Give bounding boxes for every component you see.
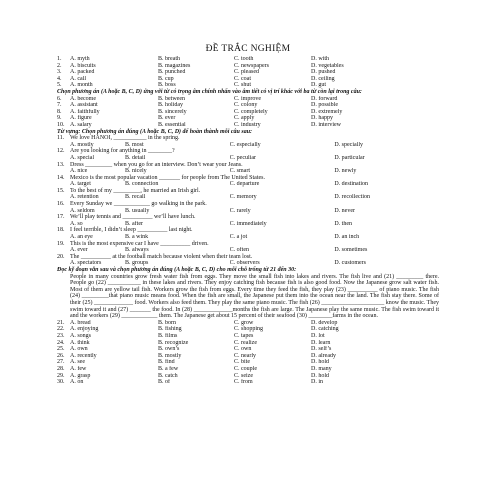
question-row: [57, 366, 439, 373]
option-b: B. ever: [158, 115, 176, 122]
question-text: Every Sunday we ____________ go walking in the park.: [70, 201, 207, 208]
question-text: To the best of my _________, he married an Irish girl.: [70, 187, 201, 194]
question-text: The __________ at the football match because violent when their team lost.: [70, 253, 253, 260]
option-c: C. bite: [234, 359, 250, 366]
question-row: [57, 353, 439, 360]
option-d: D. with: [311, 56, 329, 62]
question-number: 14.: [57, 174, 65, 181]
option-a: A. grasp: [70, 372, 91, 379]
question-number: 26.: [57, 352, 65, 359]
question-stem: [57, 135, 439, 142]
option-b: B. cup: [158, 75, 174, 82]
option-d: D. hold: [311, 372, 329, 379]
option-c: C. newspapers: [234, 62, 269, 69]
vocab-section: [57, 135, 439, 267]
question-row: [57, 379, 439, 386]
question-row: [57, 109, 439, 116]
option-c: C. memory: [229, 194, 257, 201]
question-number: 27.: [57, 359, 65, 366]
question-row: [57, 326, 439, 333]
question-stem: [57, 254, 439, 261]
question-row: [57, 63, 439, 70]
option-c: C. grow: [234, 319, 254, 326]
option-b: B. fishing: [158, 326, 182, 333]
option-d: D. never: [334, 207, 356, 214]
question-row: [57, 115, 439, 122]
option-a: A. special: [70, 154, 94, 161]
question-row: [57, 102, 439, 109]
question-number: 28.: [57, 365, 65, 372]
option-c: C. apply: [234, 115, 255, 122]
option-b: B. mostly: [158, 352, 182, 359]
option-c: C. a jot: [229, 234, 248, 241]
option-a: A. think: [70, 339, 90, 346]
question-row: [57, 56, 439, 63]
option-c: C. completely: [234, 108, 268, 115]
option-a: A. retention: [70, 194, 99, 201]
options-row: [57, 260, 439, 267]
question-text: I feel terrible, I didn’t sleep __________ last night.: [70, 227, 193, 234]
question-stem: [57, 175, 439, 182]
option-d: D. destination: [334, 181, 369, 188]
option-b: B. films: [158, 332, 178, 339]
question-number: 6.: [57, 95, 62, 102]
option-c: C. observers: [229, 260, 260, 267]
option-d: D. recollection: [334, 194, 370, 201]
question-stem: [57, 148, 439, 155]
option-a: A. figure: [70, 115, 92, 122]
options-row: [57, 168, 439, 175]
option-d: D. gut: [311, 82, 326, 89]
option-b: B. nicely: [125, 168, 147, 175]
question-row: [57, 320, 439, 327]
option-d: D. an inch: [334, 234, 360, 241]
option-c: C. coat: [234, 75, 251, 82]
option-b: B. detail: [125, 154, 146, 161]
option-d: D. hold: [311, 359, 329, 366]
stress-section: [57, 96, 439, 129]
option-c: C. peculiar: [229, 154, 256, 161]
option-d: D. sometimes: [334, 247, 368, 254]
option-b: B. always: [125, 247, 149, 254]
option-a: A. spectators: [70, 260, 102, 267]
option-d: D. ceiling: [311, 75, 335, 82]
phonetics-section: [57, 56, 439, 89]
option-a: A. assistant: [70, 102, 98, 109]
option-d: D. develop: [311, 319, 338, 326]
question-number: 23.: [57, 332, 65, 339]
option-b: B. holiday: [158, 102, 183, 109]
question-number: 12.: [57, 148, 65, 155]
options-row: [57, 208, 439, 215]
question-text: Mexico is the most popular vacation _______ for people from The United States.: [70, 174, 266, 181]
question-row: [57, 373, 439, 380]
question-number: 4.: [57, 75, 62, 82]
question-stem: [57, 201, 439, 208]
option-c: C. colony: [234, 102, 258, 109]
question-stem: [57, 188, 439, 195]
option-c: C. realize: [234, 339, 257, 346]
option-c: C. seize: [234, 372, 253, 379]
question-text: Dress _________ when you go for an interview. Don’t wear your Jeans.: [70, 161, 243, 168]
option-a: A. mostly: [70, 141, 94, 148]
option-a: A. ever: [70, 247, 88, 254]
option-c: C. shut: [234, 82, 252, 89]
option-a: A. enjoying: [70, 326, 99, 333]
option-d: D. forward: [311, 95, 338, 102]
option-c: C. often: [229, 247, 250, 254]
option-d: D. catching: [311, 326, 339, 333]
reading-section: [57, 320, 439, 386]
options-row: [57, 234, 439, 241]
option-d: D. happy: [311, 115, 333, 122]
question-number: 30.: [57, 379, 65, 386]
question-stem: [57, 227, 439, 234]
option-a: A. recently: [70, 352, 97, 359]
question-number: 3.: [57, 69, 62, 76]
option-c: C. pleased: [234, 69, 259, 76]
option-b: B. recall: [125, 194, 146, 201]
option-b: B. after: [125, 220, 143, 227]
option-c: C. immediately: [229, 220, 267, 227]
question-text: Are you looking for anything in ________?: [70, 148, 175, 155]
question-row: [57, 340, 439, 347]
option-b: B. catch: [158, 372, 178, 379]
option-a: A. salary: [70, 121, 92, 128]
option-b: B. born: [158, 319, 176, 326]
question-stem: [57, 214, 439, 221]
option-a: A. become: [70, 95, 96, 102]
option-d: D. already: [311, 352, 336, 359]
option-b: B. a wink: [125, 234, 149, 241]
option-a: A. songs: [70, 332, 92, 339]
option-c: C. rarely: [229, 207, 251, 214]
question-text: This is the most expensive car I have __________ driven.: [70, 240, 209, 247]
option-a: A. packed: [70, 69, 95, 76]
question-number: 24.: [57, 339, 65, 346]
option-a: A. so: [70, 220, 83, 227]
option-d: D. customers: [334, 260, 367, 267]
option-a: A. call: [70, 75, 86, 82]
option-d: D. in: [311, 379, 323, 386]
worksheet: [57, 44, 439, 386]
option-d: D. newly: [334, 168, 357, 175]
question-row: [57, 346, 439, 353]
question-row: [57, 333, 439, 340]
question-row: [57, 359, 439, 366]
question-number: 17.: [57, 214, 65, 221]
vocab-instruction: Từ vựng: Chọn phương án đúng (A hoặc B, C, D) để hoàn thành mỗi câu sau:: [57, 128, 253, 135]
page-title: ĐỀ TRẮC NGHIỆM: [205, 44, 291, 54]
option-d: D. extremely: [311, 108, 343, 115]
question-number: 1.: [57, 56, 62, 62]
options-row: [57, 194, 439, 201]
option-c: C. industry: [234, 121, 261, 128]
option-d: D. self’s: [311, 346, 332, 353]
question-row: [57, 69, 439, 76]
option-d: D. possible: [311, 102, 338, 109]
option-a: A. see: [70, 359, 85, 366]
option-c: C. couple: [234, 365, 257, 372]
question-number: 8.: [57, 108, 62, 115]
question-number: 20.: [57, 253, 65, 260]
option-c: C. departure: [229, 181, 260, 188]
option-b: B. find: [158, 359, 175, 366]
option-c: C. tapes: [234, 332, 254, 339]
option-a: A. faithfully: [70, 108, 100, 115]
option-b: B. connection: [125, 181, 159, 188]
option-d: D. particular: [334, 154, 365, 161]
question-text: We’ll play tennis and __________ we’ll have lunch.: [70, 214, 196, 221]
question-text: We love HANOI, ___________ in the spring.: [70, 135, 180, 142]
option-c: C. own: [234, 346, 252, 353]
option-a: A. month: [70, 82, 93, 89]
option-c: C. especially: [229, 141, 261, 148]
option-d: D. then: [334, 220, 353, 227]
option-b: B. between: [158, 95, 185, 102]
option-c: C. shopping: [234, 326, 264, 333]
reading-instruction: Đọc kỹ đoạn văn sau và chọn phương án đúng (A hoặc B, C, D) cho mỗi chỗ trống từ 21 đến 30:: [57, 267, 297, 273]
option-c: C. tooth: [234, 56, 254, 62]
option-a: A. target: [70, 181, 91, 188]
question-number: 29.: [57, 372, 65, 379]
question-row: [57, 76, 439, 83]
option-d: D. vegetables: [311, 62, 344, 69]
option-b: B. a few: [158, 365, 179, 372]
option-a: A. few: [70, 365, 87, 372]
question-number: 7.: [57, 102, 62, 109]
reading-passage: People in many countries grow fresh water fish from eggs. They move the small fish into lakes and rivers. The fish live and (21) _________ there. People go (22) ___________ in these lakes and rivers. They enjoy catching fish because fish is also good food. Now the Japanese grow salt water fish. Most of them are yellow tail fish. Workers grow the fish from eggs. Every time they feed the fish, they play (23) __________ of piano music. The fish (24) _________that piano music means food. When the fish are small, the Japanese put them into the ocean near the land. The fish stay there. Some of their (25) _____________ food. Workers also feed them. They play the same piano music. The fish (26) _____________________ know the music. They swim toward it and (27) _______ the food. In (28) _____________months the fish are large. The Japanese play the same music. The fish swim toward it and the workers (29) ____________ them. The Japanese get about 15 percent of their seafood (30) ________farms in the ocean.: [70, 273, 439, 320]
question-number: 10.: [57, 121, 65, 128]
option-b: B. most: [125, 141, 144, 148]
option-d: D. pushed: [311, 69, 336, 76]
question-number: 25.: [57, 346, 65, 353]
option-a: A. on: [70, 379, 84, 386]
question-number: 2.: [57, 62, 62, 69]
option-b: B. own’s: [158, 346, 180, 353]
option-d: D. lot: [311, 332, 325, 339]
question-number: 19.: [57, 240, 65, 247]
option-b: B. breath: [158, 56, 180, 62]
question-number: 16.: [57, 201, 65, 208]
option-b: B. groups: [125, 260, 149, 267]
option-a: A. own: [70, 346, 88, 353]
option-d: D. specially: [334, 141, 364, 148]
stress-instruction: Chọn phương án (A hoặc B, C, D) ứng với từ có trọng âm chính nhấn vào âm tiết có vị trí khác với ba từ còn lại trong câu:: [57, 88, 362, 95]
option-b: B. sincerely: [158, 108, 187, 115]
question-number: 21.: [57, 319, 65, 326]
question-number: 22.: [57, 326, 65, 333]
question-number: 13.: [57, 161, 65, 168]
options-row: [57, 247, 439, 254]
option-d: D. many: [311, 365, 332, 372]
option-a: A. nice: [70, 168, 88, 175]
option-b: B. punched: [158, 69, 186, 76]
option-a: A. myth: [70, 56, 90, 62]
option-b: B. boss: [158, 82, 176, 89]
option-a: A. seldom: [70, 207, 95, 214]
question-number: 11.: [57, 135, 65, 142]
option-b: B. recognize: [158, 339, 189, 346]
option-b: B. essential: [158, 121, 186, 128]
option-c: C. improve: [234, 95, 261, 102]
option-d: D. interview: [311, 121, 341, 128]
question-stem: [57, 162, 439, 169]
option-b: B. usually: [125, 207, 150, 214]
option-c: C. smart: [229, 168, 251, 175]
question-number: 18.: [57, 227, 65, 234]
options-row: [57, 181, 439, 188]
options-row: [57, 155, 439, 162]
question-number: 9.: [57, 115, 62, 122]
question-row: [57, 122, 439, 129]
option-a: A. biscuits: [70, 62, 96, 69]
option-a: A. bread: [70, 319, 91, 326]
question-row: [57, 96, 439, 103]
option-a: A. an eye: [70, 234, 93, 241]
option-b: B. of: [158, 379, 170, 386]
option-c: C. nearly: [234, 352, 256, 359]
question-number: 5.: [57, 82, 62, 89]
option-c: C. from: [234, 379, 253, 386]
question-row: [57, 82, 439, 89]
option-b: B. magazines: [158, 62, 191, 69]
question-stem: [57, 241, 439, 248]
question-number: 15.: [57, 187, 65, 194]
option-d: D. learn: [311, 339, 331, 346]
